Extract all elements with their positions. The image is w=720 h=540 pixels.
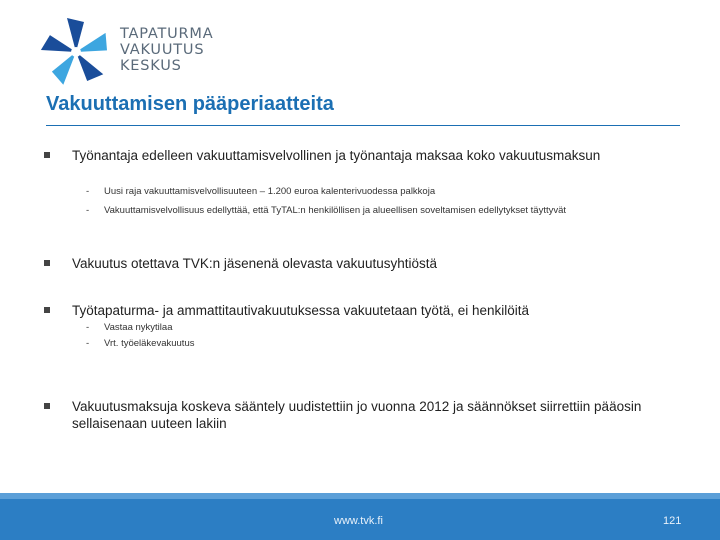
sub-bullet-text: Vrt. työeläkevakuutus [104,338,195,349]
title-divider [46,125,680,126]
bullet-item [72,147,682,164]
sub-bullet-text: Uusi raja vakuuttamisvelvollisuuteen – 1.200 euroa kalenterivuodessa palkkoja [104,186,436,197]
square-bullet-icon [44,260,50,266]
sub-bullet-text: Vakuuttamisvelvollisuus edellyttää, että TyTAL:n henkilöllisen ja alueellisen soveltamisen edellytykset täyttyvät [104,205,567,216]
square-bullet-icon [44,403,50,409]
bullet-text: Vakuutusmaksuja koskeva sääntely uudistettiin jo vuonna 2012 ja säännökset siirrettiin pääosin sellaisenaan uuteen lakiin [72,399,642,431]
logo-line: KESKUS [120,58,182,74]
bullet-item [72,302,682,319]
bullet-text: Työtapaturma- ja ammattitautivakuutuksessa vakuutetaan työtä, ei henkilöitä [72,303,529,318]
sub-bullet-item [86,186,624,198]
dash-bullet-icon: - [86,338,90,349]
sub-bullet-item [86,322,624,334]
sub-bullet-item [86,338,624,350]
logo-blade [67,18,84,52]
footer-url: www.tvk.fi [334,515,383,527]
tvk-logo-icon [36,12,116,92]
slide-title: Vakuuttamisen pääperiaatteita [46,93,334,115]
bullet-item [72,398,682,432]
bullet-text: Työnantaja edelleen vakuuttamisvelvollinen ja työnantaja maksaa koko vakuutusmaksun [72,148,601,163]
bullet-text: Vakuutus otettava TVK:n jäsenenä olevasta vakuutusyhtiöstä [72,256,437,271]
logo-line: VAKUUTUS [120,42,205,58]
footer-accent-strip [0,493,720,499]
dash-bullet-icon: - [86,205,90,216]
dash-bullet-icon: - [86,186,90,197]
dash-bullet-icon: - [86,322,90,333]
sub-bullet-text: Vastaa nykytilaa [104,322,173,333]
bullet-item [72,255,682,272]
logo-line: TAPATURMA [120,26,214,42]
square-bullet-icon [44,152,50,158]
square-bullet-icon [44,307,50,313]
sub-bullet-item [86,205,624,217]
page-number: 121 [663,515,682,527]
footer-bar [0,493,720,540]
logo-wordmark [120,26,213,74]
